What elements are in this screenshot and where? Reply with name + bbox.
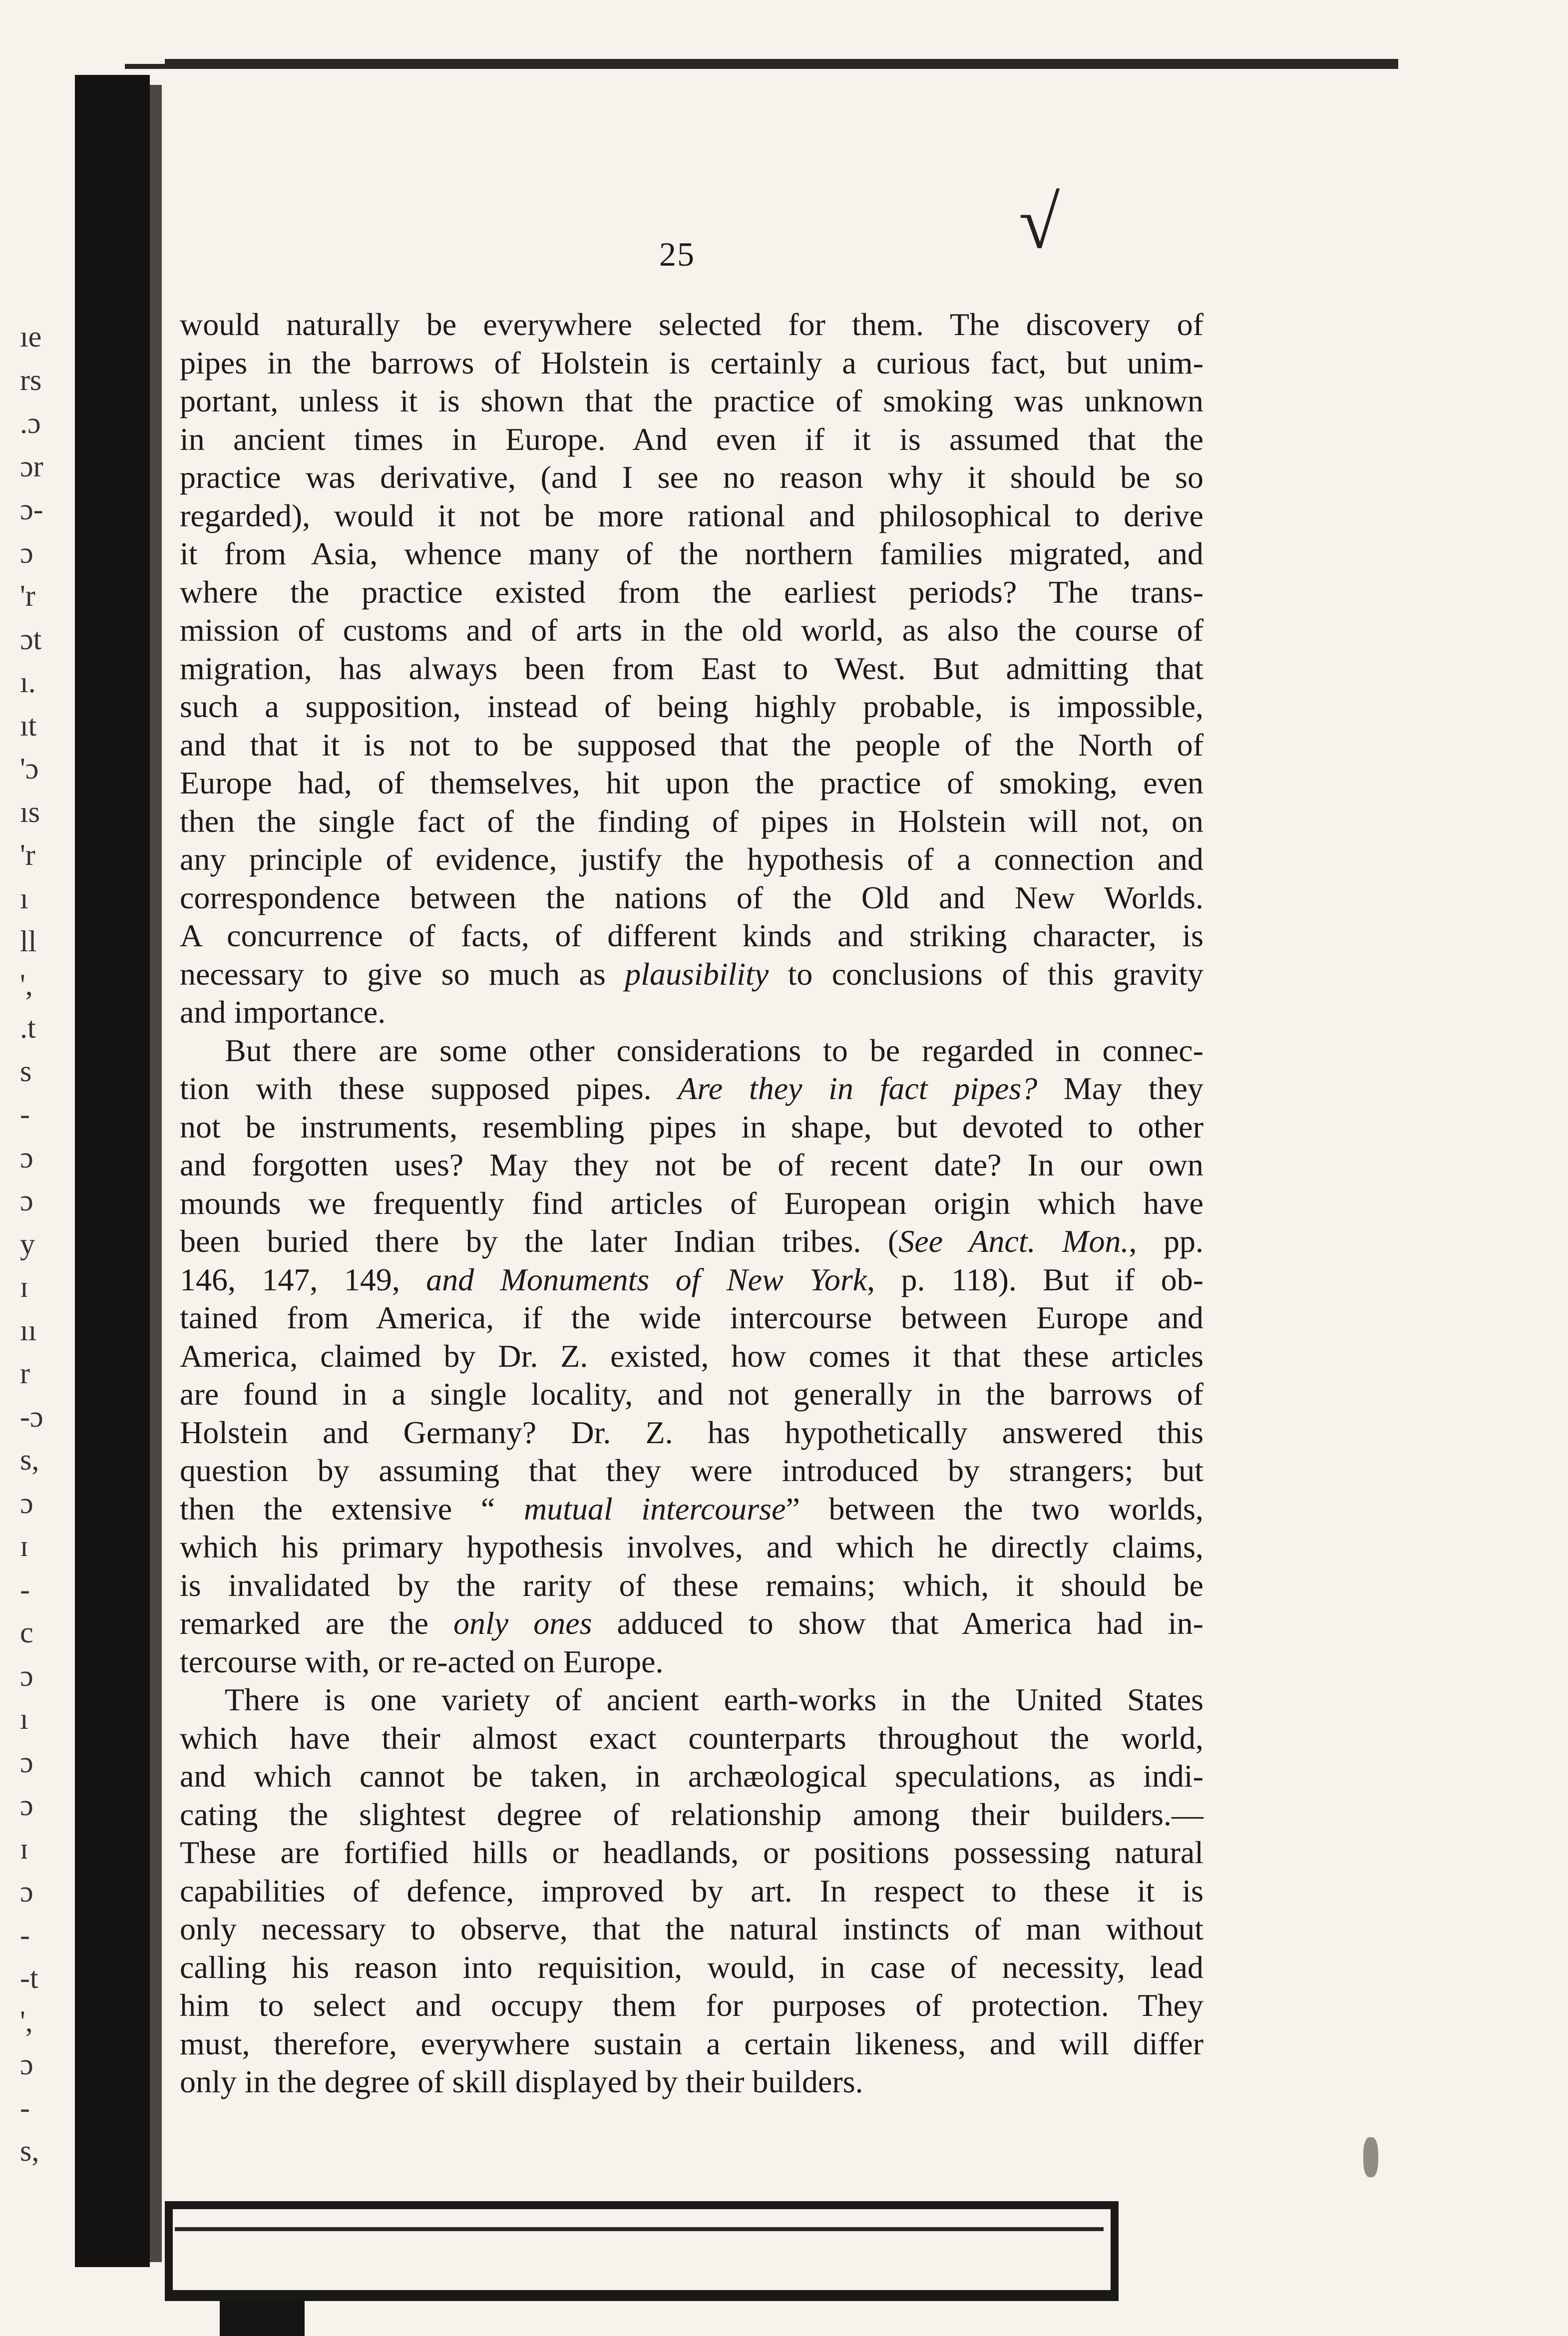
bleed-fragment: ɔ (20, 1745, 33, 1779)
text-line: There is one variety of ancient earth-works in the United States (225, 1682, 1203, 1717)
bleed-fragment: ɔr (20, 449, 43, 483)
text-line (180, 1070, 1203, 1108)
text-line (180, 1490, 1203, 1529)
bleed-fragment: ɪ (20, 1270, 28, 1303)
text-line: it from Asia, whence many of the northern families migrated, and (180, 536, 1203, 571)
bleed-fragment: ıt (20, 709, 37, 742)
text-line: pipes in the barrows of Holstein is certainly a curious fact, but unim- (180, 345, 1203, 381)
text-run: , p. 118). But if ob- (867, 1261, 1204, 1297)
text-line: question by assuming that they were introduced by strangers; but (180, 1453, 1203, 1488)
text-line: are found in a single locality, and not generally in the barrows of (180, 1376, 1203, 1412)
text-line: then the single fact of the finding of pipes in Holstein will not, on (180, 803, 1203, 839)
bleed-fragment: ', (20, 968, 33, 1001)
bleed-fragment: ɔt (20, 622, 42, 656)
bleed-fragment: 'r (20, 579, 35, 612)
paragraph-1 (180, 306, 1203, 1032)
bleed-fragment: ıı (20, 1313, 37, 1347)
text-line: and importance. (180, 994, 386, 1030)
text-line: Holstein and Germany? Dr. Z. has hypothetically answered this (180, 1414, 1203, 1450)
italic-run: See Anct. Mon. (898, 1223, 1129, 1259)
body-text (180, 306, 1203, 2101)
bleed-fragment: ɔ (20, 1875, 33, 1908)
text-line: and forgotten uses? May they not be of recent date? In our own (180, 1147, 1203, 1182)
bleed-fragment: ıs (20, 795, 40, 828)
text-run: , pp. (1129, 1223, 1204, 1259)
text-line: any principle of evidence, justify the hypothesis of a connection and (180, 841, 1203, 877)
bleed-fragment: ɔ (20, 536, 33, 569)
paragraph-2 (180, 1032, 1203, 1681)
bleed-fragment: ıe (20, 320, 42, 353)
bleed-fragment: ı (20, 881, 28, 915)
text-line: America, claimed by Dr. Z. existed, how comes it that these articles (180, 1338, 1203, 1374)
text-line: These are fortified hills or headlands, or positions possessing natural (180, 1835, 1203, 1870)
text-line: tercourse with, or re-acted on Europe. (180, 1643, 664, 1679)
italic-run: only ones (453, 1605, 592, 1641)
bleed-fragment: ɔ (20, 1141, 33, 1174)
text-run: remarked are the (180, 1605, 453, 1641)
text-line (180, 1222, 1203, 1261)
bleed-fragment: ɔ (20, 2048, 33, 2081)
italic-run: Are they in fact pipes? (678, 1071, 1038, 1106)
text-line: correspondence between the nations of the Old and New Worlds. (180, 879, 1203, 915)
bleed-fragment: s (20, 1054, 32, 1088)
italic-run: plausibility (625, 956, 769, 992)
bleed-fragment: -t (20, 1961, 38, 1994)
text-line: him to select and occupy them for purposes of protection. They (180, 1987, 1203, 2023)
scan-binding-edge (150, 85, 162, 2262)
scan-bottom-frame (165, 2201, 1119, 2301)
handwritten-mark: √ (1019, 181, 1060, 264)
bleed-fragment: r (20, 1357, 30, 1390)
text-line: migration, has always been from East to West. But admitting that (180, 650, 1203, 686)
text-run: May they (1037, 1071, 1203, 1106)
bleed-fragment: y (20, 1227, 35, 1260)
facing-page-bleed (0, 0, 70, 2336)
text-line (180, 1261, 1203, 1299)
bleed-fragment: - (20, 1098, 30, 1131)
text-line (180, 1604, 1203, 1643)
bleed-fragment: ɔ (20, 1184, 33, 1217)
bleed-fragment: ɔ- (20, 493, 43, 526)
text-line: practice was derivative, (and I see no reason why it should be so (180, 459, 1203, 495)
text-run: tion with these supposed pipes. (180, 1071, 678, 1106)
bleed-fragment: 'ɔ (20, 752, 39, 785)
text-line: and that it is not to be supposed that the people of the North of (180, 727, 1203, 763)
bleed-fragment: ɪ (20, 1530, 28, 1562)
bleed-fragment: s, (20, 1443, 39, 1476)
bleed-fragment: ı (20, 1702, 28, 1735)
italic-run: and Monuments of New York (426, 1261, 867, 1297)
bleed-fragment: ', (20, 2004, 33, 2038)
text-line (180, 955, 1203, 994)
scan-ink-speck (1363, 2137, 1378, 2177)
text-line: which have their almost exact counterparts throughout the world, (180, 1720, 1203, 1756)
text-line: capabilities of defence, improved by art. In respect to these it is (180, 1873, 1203, 1909)
text-line: calling his reason into requisition, would, in case of necessity, lead (180, 1949, 1203, 1985)
text-line: such a supposition, instead of being highly probable, is impossible, (180, 689, 1203, 724)
text-run: 146, 147, 149, (180, 1261, 426, 1297)
bleed-fragment: -ɔ (20, 1400, 43, 1433)
text-line: only necessary to observe, that the natural instincts of man without (180, 1911, 1203, 1947)
text-line: But there are some other considerations to be regarded in connec- (225, 1032, 1203, 1068)
paragraph-3 (180, 1681, 1203, 2101)
bleed-fragment: ɔ (20, 1659, 33, 1692)
text-line: would naturally be everywhere selected for them. The discovery of (180, 307, 1203, 342)
text-line: which his primary hypothesis involves, and which he directly claims, (180, 1529, 1203, 1564)
bleed-fragment: c (20, 1616, 33, 1649)
text-line: must, therefore, everywhere sustain a certain likeness, and will differ (180, 2025, 1203, 2061)
text-line: A concurrence of facts, of different kinds and striking character, is (180, 918, 1203, 953)
text-line: not be instruments, resembling pipes in shape, but devoted to other (180, 1109, 1203, 1145)
bleed-fragment: 'r (20, 838, 35, 871)
text-line: and which cannot be taken, in archæological speculations, as indi- (180, 1758, 1203, 1794)
bleed-fragment: - (20, 1918, 30, 1951)
text-run: adduced to show that America had in- (592, 1605, 1204, 1641)
text-line: is invalidated by the rarity of these remains; which, it should be (180, 1567, 1203, 1603)
text-line: mission of customs and of arts in the old world, as also the course of (180, 612, 1203, 648)
bleed-fragment: .ɔ (20, 406, 41, 439)
scan-top-rule (165, 59, 1398, 69)
text-line: tained from America, if the wide intercourse between Europe and (180, 1300, 1203, 1335)
text-line: only in the degree of skill displayed by their builders. (180, 2064, 863, 2099)
bleed-fragment: ɔ (20, 1789, 33, 1822)
text-line: in ancient times in Europe. And even if it is assumed that the (180, 421, 1203, 457)
scan-binding-shadow (75, 75, 150, 2267)
scan-bottom-block (220, 2300, 305, 2336)
bleed-fragment: .t (20, 1011, 36, 1044)
bleed-fragment: s, (20, 2134, 39, 2167)
bleed-fragment: ɪ (20, 1832, 28, 1865)
bleed-fragment: - (20, 1572, 30, 1606)
text-line: mounds we frequently find articles of European origin which have (180, 1185, 1203, 1221)
text-run: been buried there by the later Indian tribes. ( (180, 1223, 899, 1259)
scan-bottom-rule (175, 2227, 1104, 2231)
bleed-fragment: ı. (20, 666, 36, 699)
text-line: regarded), would it not be more rational and philosophical to derive (180, 497, 1203, 533)
bleed-fragment: ll (20, 925, 37, 958)
bleed-fragment: rs (20, 363, 42, 396)
page-number: 25 (659, 235, 695, 273)
text-line: portant, unless it is shown that the practice of smoking was unknown (180, 383, 1203, 418)
bleed-fragment: - (20, 2091, 30, 2124)
italic-run: mutual intercourse (523, 1491, 786, 1527)
text-run: to conclusions of this gravity (769, 956, 1204, 992)
text-line: Europe had, of themselves, hit upon the practice of smoking, even (180, 765, 1203, 800)
text-run: necessary to give so much as (180, 956, 625, 992)
text-line: cating the slightest degree of relationship among their builders.— (180, 1796, 1203, 1832)
text-run: then the extensive “ (180, 1491, 524, 1527)
bleed-fragment: ɔ (20, 1486, 33, 1520)
text-line: where the practice existed from the earliest periods? The trans- (180, 574, 1203, 610)
text-run: ” between the two worlds, (785, 1491, 1204, 1527)
